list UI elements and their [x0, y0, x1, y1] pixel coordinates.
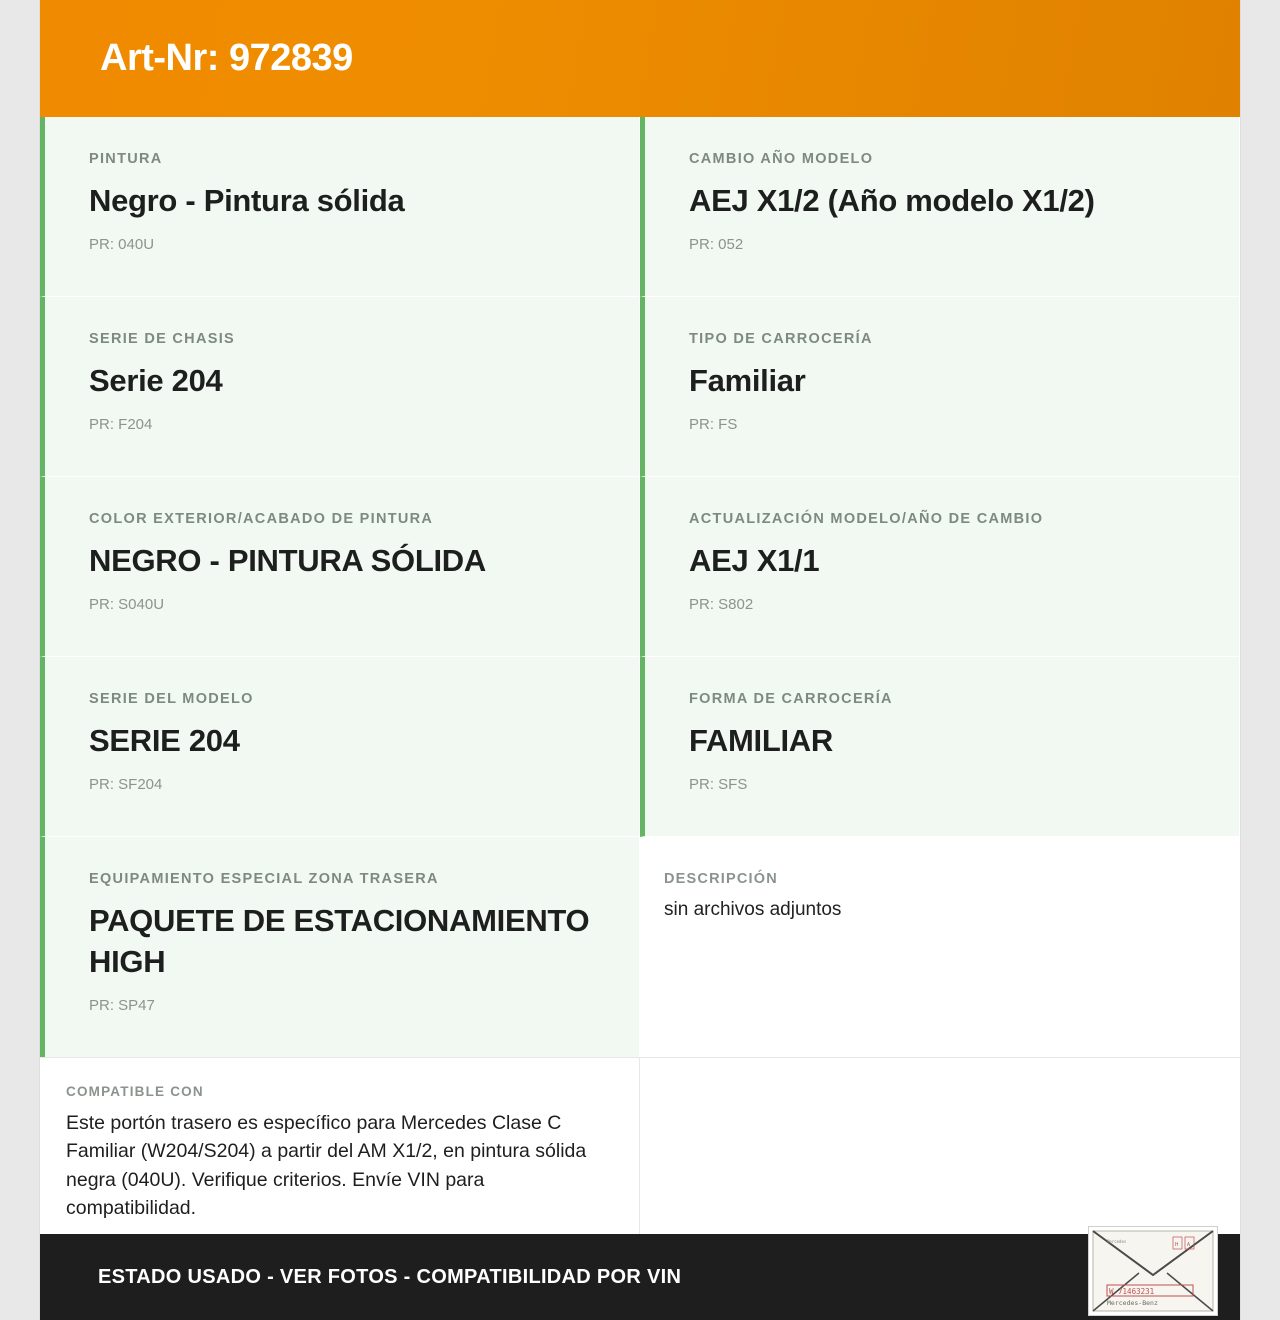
- spec-value: PAQUETE DE ESTACIONAMIENTO HIGH: [89, 903, 590, 979]
- spec-label: SERIE DE CHASIS: [89, 331, 235, 347]
- compatible-empty-panel: [640, 1058, 1240, 1250]
- svg-text:Mercedes-Benz: Mercedes-Benz: [1107, 1299, 1158, 1307]
- spec-label: EQUIPAMIENTO ESPECIAL ZONA TRASERA: [89, 871, 439, 887]
- spec-pr-code: PR: S802: [689, 595, 754, 613]
- description-label: DESCRIPCIÓN: [664, 871, 778, 887]
- vin-stamp-image: [1088, 1226, 1218, 1316]
- svg-text:A: A: [1187, 1242, 1191, 1248]
- footer-note: ESTADO USADO - VER FOTOS - COMPATIBILIDAD POR VIN: [98, 1265, 682, 1288]
- spec-value: Negro - Pintura sólida: [89, 183, 405, 218]
- spec-value: AEJ X1/2 (Año modelo X1/2): [689, 183, 1095, 218]
- spec-label: CAMBIO AÑO MODELO: [689, 151, 874, 167]
- spec-pr-code: PR: FS: [689, 415, 738, 433]
- spec-value: Familiar: [689, 363, 806, 398]
- header-banner: [40, 0, 1240, 117]
- spec-label: FORMA DE CARROCERÍA: [689, 691, 893, 707]
- spec-card-equipamiento-especial: [40, 837, 640, 1057]
- listing-sheet: [40, 0, 1240, 1320]
- compatible-row: [40, 1057, 1240, 1250]
- compatible-panel: [40, 1058, 640, 1250]
- spec-label: ACTUALIZACIÓN MODELO/AÑO DE CAMBIO: [689, 511, 1044, 527]
- description-panel: [640, 837, 1240, 1057]
- spec-pr-code: PR: 052: [689, 235, 744, 253]
- spec-card-cambio-ano-modelo: [640, 117, 1240, 297]
- spec-label: COLOR EXTERIOR/ACABADO DE PINTURA: [89, 511, 434, 527]
- spec-card-pintura: [40, 117, 640, 297]
- spec-card-serie-de-chasis: [40, 297, 640, 477]
- spec-value: SERIE 204: [89, 723, 240, 758]
- spec-value: AEJ X1/1: [689, 543, 820, 578]
- spec-card-color-exterior: [40, 477, 640, 657]
- spec-card-actualizacion-modelo: [640, 477, 1240, 657]
- spec-label: PINTURA: [89, 151, 163, 167]
- spec-pr-code: PR: SF204: [89, 775, 163, 793]
- spec-label: TIPO DE CARROCERÍA: [689, 331, 873, 347]
- compatible-label: COMPATIBLE CON: [66, 1084, 204, 1099]
- svg-text:W 71463231: W 71463231: [1109, 1287, 1155, 1296]
- spec-pr-code: PR: S040U: [89, 595, 165, 613]
- spec-pr-code: PR: SFS: [689, 775, 748, 793]
- spec-card-forma-de-carroceria: [640, 657, 1240, 837]
- spec-value: Serie 204: [89, 363, 223, 398]
- spec-label: SERIE DEL MODELO: [89, 691, 254, 707]
- spec-pr-code: PR: F204: [89, 415, 153, 433]
- spec-grid: [40, 117, 1240, 837]
- spec-value: FAMILIAR: [689, 723, 833, 758]
- footer-banner: [40, 1234, 1240, 1320]
- description-text: sin archivos adjuntos: [664, 899, 842, 920]
- spec-value: NEGRO - PINTURA SÓLIDA: [89, 543, 486, 578]
- wide-spec-row: [40, 837, 1240, 1057]
- svg-text:Mercedes: Mercedes: [1107, 1239, 1127, 1244]
- page-title: Art-Nr: 972839: [100, 37, 353, 79]
- spec-pr-code: PR: 040U: [89, 235, 155, 253]
- compatible-text: Este portón trasero es específico para Mercedes Clase C Familiar (W204/S204) a partir del AM X1/2, en pintura sólida negra (040U). Verifique criterios. Envíe VIN para compatibilidad.: [66, 1112, 587, 1219]
- spec-card-tipo-de-carroceria: [640, 297, 1240, 477]
- spec-card-serie-del-modelo: [40, 657, 640, 837]
- svg-text:H: H: [1175, 1242, 1179, 1248]
- spec-pr-code: PR: SP47: [89, 996, 155, 1014]
